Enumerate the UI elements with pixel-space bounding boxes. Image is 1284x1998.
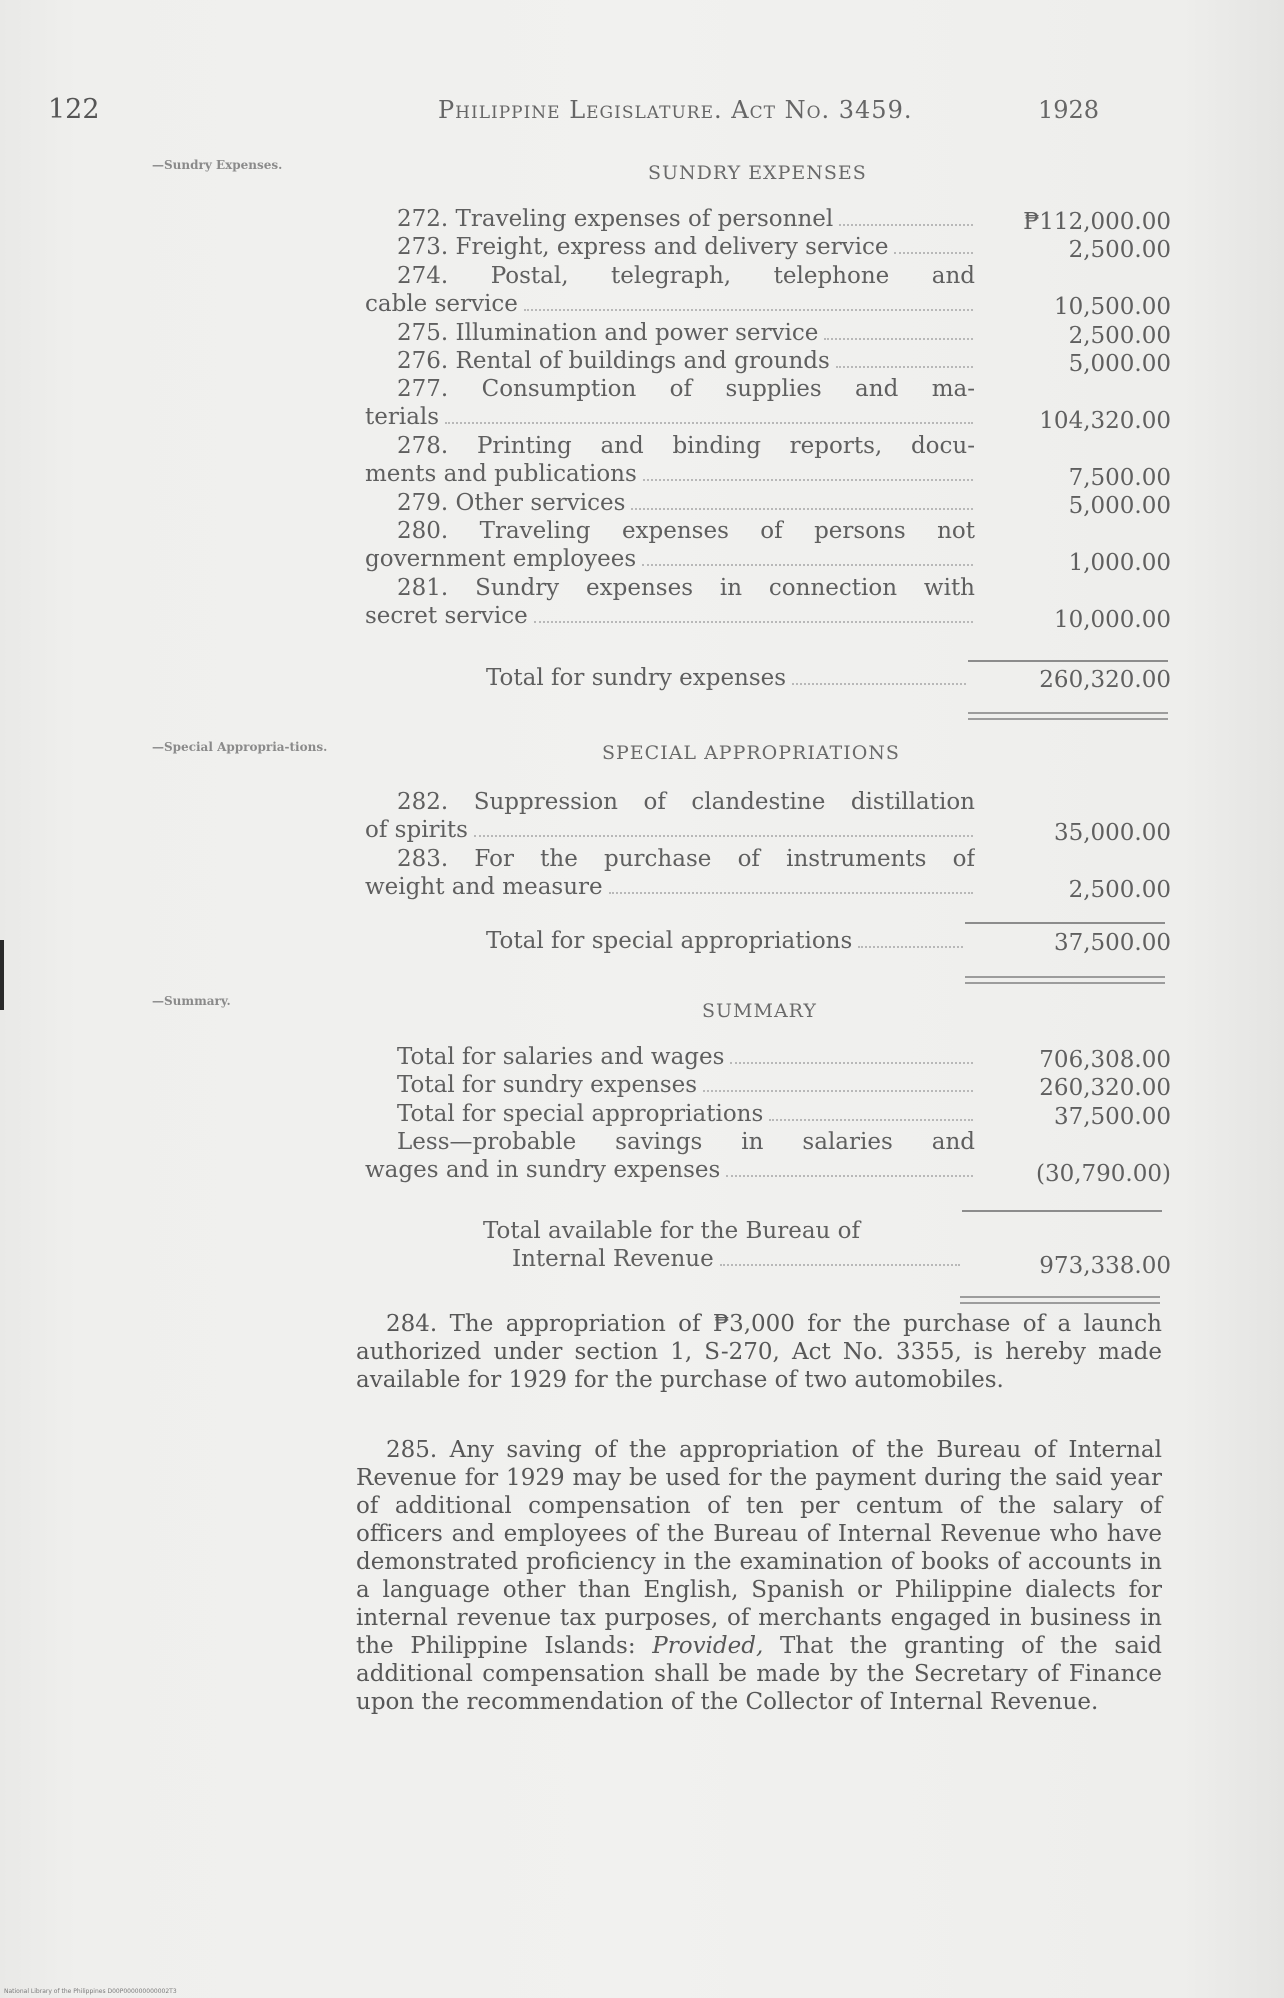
special-total-amount: 37,500.00 bbox=[1053, 930, 1171, 956]
side-note-sundry: —Sundry Expenses. bbox=[152, 158, 283, 172]
leader-dots bbox=[720, 1263, 960, 1266]
item-text: 273. Freight, express and delivery service bbox=[397, 234, 889, 261]
item-text-line bbox=[365, 205, 975, 233]
sundry-total-rule bbox=[968, 660, 1168, 662]
item-text: terials bbox=[365, 404, 440, 431]
leader-dots bbox=[894, 251, 973, 254]
leader-dots bbox=[524, 308, 973, 311]
item-text-line1: Less—probable savings in salaries and bbox=[397, 1129, 975, 1156]
special-total-label: Total for special appropriations bbox=[486, 928, 853, 954]
special-item bbox=[365, 788, 975, 844]
item-amount: 1,000.00 bbox=[1068, 549, 1171, 576]
leader-dots bbox=[836, 365, 973, 368]
item-amount: 35,000.00 bbox=[1053, 820, 1171, 847]
sundry-item bbox=[365, 489, 975, 517]
scan-footer: National Library of the Philippines D00P000000000002T3 bbox=[4, 1988, 177, 1995]
item-text-line2 bbox=[365, 290, 975, 318]
item-text: Total for special appropriations bbox=[397, 1100, 764, 1127]
sundry-item bbox=[365, 347, 975, 375]
item-text: cable service bbox=[365, 290, 518, 317]
heading-sundry-expenses: SUNDRY EXPENSES bbox=[648, 162, 867, 184]
item-text-line2 bbox=[365, 403, 975, 431]
item-text: 272. Traveling expenses of personnel bbox=[397, 206, 834, 232]
leader-dots bbox=[474, 834, 973, 837]
leader-dots bbox=[631, 507, 973, 510]
item-text-line2 bbox=[365, 460, 975, 488]
summary-item bbox=[365, 1128, 975, 1184]
summary-item bbox=[365, 1071, 975, 1099]
item-text-line bbox=[365, 1043, 975, 1071]
page-header bbox=[48, 94, 1108, 134]
leader-dots bbox=[730, 1061, 973, 1064]
item-text-line bbox=[365, 1100, 975, 1128]
leader-dots bbox=[445, 421, 973, 424]
item-text-line1: 277. Consumption of supplies and ma- bbox=[397, 376, 975, 403]
item-text-line2 bbox=[365, 1156, 975, 1184]
item-text-line2 bbox=[365, 873, 975, 901]
paragraph-284 bbox=[356, 1310, 1162, 1394]
item-text-line2 bbox=[365, 816, 975, 844]
side-note-summary: —Summary. bbox=[152, 994, 231, 1008]
item-text: Total for salaries and wages bbox=[397, 1044, 725, 1070]
item-text-line bbox=[365, 233, 975, 261]
item-amount: 2,500.00 bbox=[1068, 237, 1171, 264]
heading-special-appropriations: SPECIAL APPROPRIATIONS bbox=[602, 742, 900, 764]
sundry-item bbox=[365, 517, 975, 573]
scan-edge-mark bbox=[0, 940, 4, 1010]
item-text: 275. Illumination and power service bbox=[397, 319, 819, 346]
item-text-line bbox=[365, 1071, 975, 1099]
leader-dots bbox=[792, 682, 966, 685]
item-amount: 2,500.00 bbox=[1068, 877, 1171, 904]
special-total-double-rule bbox=[965, 976, 1165, 984]
sundry-total-double-rule bbox=[968, 712, 1168, 720]
special-total-rule bbox=[965, 922, 1165, 924]
item-text-line1: 282. Suppression of clandestine distillation bbox=[397, 789, 975, 815]
item-amount: 10,500.00 bbox=[1053, 294, 1171, 321]
leader-dots bbox=[703, 1089, 973, 1092]
summary-item bbox=[365, 1100, 975, 1128]
sundry-item bbox=[365, 233, 975, 261]
paragraph-285-text bbox=[356, 1436, 1162, 1716]
paragraph-285-part-a: 285. Any saving of the appropriation of the Bureau of Internal Revenue for 1929 may be used for the payment during the said year of additional compensation of ten per centum of the salary of officers and employees of the Bureau of Internal Revenue who have demonstrated proficiency in the examination of books of accounts in a language other than English, Spanish or Philippine dialects for internal revenue tax purposes, of merchants engaged in business in the Philippine Islands: bbox=[356, 1437, 1162, 1659]
item-amount: 5,000.00 bbox=[1068, 493, 1171, 519]
paragraph-285-part-b: That the granting of the said additional compensation shall be made by the Secretary of Finance upon the recommendation of the Collector of Internal Revenue. bbox=[356, 1633, 1162, 1715]
summary-total-rule bbox=[962, 1210, 1162, 1212]
leader-dots bbox=[858, 945, 963, 948]
leader-dots bbox=[642, 563, 973, 566]
item-amount: 104,320.00 bbox=[1039, 407, 1171, 434]
sundry-total-amount: 260,320.00 bbox=[1039, 667, 1171, 693]
item-amount: (30,790.00) bbox=[1035, 1160, 1171, 1187]
item-amount: 37,500.00 bbox=[1053, 1103, 1171, 1130]
item-text: 276. Rental of buildings and grounds bbox=[397, 348, 830, 374]
grand-total-label-line2 bbox=[512, 1246, 962, 1272]
grand-total-label-line1: Total available for the Bureau of bbox=[483, 1218, 861, 1244]
side-note-special: —Special Appropria-tions. bbox=[152, 740, 328, 754]
leader-dots bbox=[824, 337, 973, 340]
item-amount: 2,500.00 bbox=[1068, 322, 1171, 349]
grand-total-double-rule bbox=[960, 1296, 1160, 1304]
item-amount: 5,000.00 bbox=[1068, 351, 1171, 377]
item-amount: 260,320.00 bbox=[1039, 1075, 1171, 1102]
running-head: Philippine Legislature. Act No. 3459. bbox=[438, 96, 913, 124]
item-text: weight and measure bbox=[365, 873, 603, 900]
page-number: 122 bbox=[48, 94, 100, 125]
item-text: ments and publications bbox=[365, 461, 637, 488]
leader-dots bbox=[839, 223, 973, 226]
sundry-item bbox=[365, 432, 975, 488]
item-amount: 7,500.00 bbox=[1068, 464, 1171, 491]
item-text-line2 bbox=[365, 602, 975, 630]
leader-dots bbox=[769, 1118, 973, 1121]
special-item bbox=[365, 845, 975, 901]
grand-total-amount: 973,338.00 bbox=[1039, 1253, 1171, 1279]
item-text: wages and in sundry expenses bbox=[365, 1157, 721, 1184]
leader-dots bbox=[726, 1174, 973, 1177]
paragraph-284-text: 284. The appropriation of ₱3,000 for the purchase of a launch authorized under section 1, S-270, Act No. 3355, is hereby made available for 1929 for the purchase of two automobiles. bbox=[356, 1311, 1162, 1393]
item-amount: 706,308.00 bbox=[1039, 1047, 1171, 1073]
sundry-item bbox=[365, 574, 975, 630]
heading-summary: SUMMARY bbox=[702, 1000, 817, 1022]
item-text: government employees bbox=[365, 546, 637, 573]
item-text-line1: 274. Postal, telegraph, telephone and bbox=[397, 262, 975, 289]
item-text-line bbox=[365, 319, 975, 347]
sundry-item bbox=[365, 319, 975, 347]
item-text-line1: 281. Sundry expenses in connection with bbox=[397, 575, 975, 602]
summary-item bbox=[365, 1043, 975, 1071]
item-text: 279. Other services bbox=[397, 490, 626, 516]
item-text: of spirits bbox=[365, 817, 468, 843]
leader-dots bbox=[609, 891, 973, 894]
item-amount: ₱112,000.00 bbox=[1023, 209, 1171, 235]
grand-total-label-text: Internal Revenue bbox=[512, 1246, 714, 1272]
item-amount: 10,000.00 bbox=[1053, 606, 1171, 633]
item-text-line1: 280. Traveling expenses of persons not bbox=[397, 518, 975, 545]
sundry-item bbox=[365, 262, 975, 318]
item-text-line1: 283. For the purchase of instruments of bbox=[397, 845, 975, 872]
running-head-year: 1928 bbox=[1038, 96, 1100, 124]
sundry-item bbox=[365, 375, 975, 431]
sundry-total-label: Total for sundry expenses bbox=[486, 665, 787, 691]
leader-dots bbox=[534, 620, 973, 623]
item-text-line bbox=[365, 489, 975, 517]
item-text-line bbox=[365, 347, 975, 375]
item-text: Total for sundry expenses bbox=[397, 1072, 698, 1099]
item-text-line2 bbox=[365, 545, 975, 573]
item-text-line1: 278. Printing and binding reports, docu- bbox=[397, 433, 975, 460]
leader-dots bbox=[643, 478, 973, 481]
sundry-item bbox=[365, 205, 975, 233]
paragraph-285-proviso: Provided, bbox=[652, 1633, 764, 1659]
item-text: secret service bbox=[365, 603, 528, 630]
paragraph-285 bbox=[356, 1436, 1162, 1716]
special-total-label-row bbox=[486, 928, 965, 954]
sundry-total-label-row bbox=[486, 665, 968, 691]
